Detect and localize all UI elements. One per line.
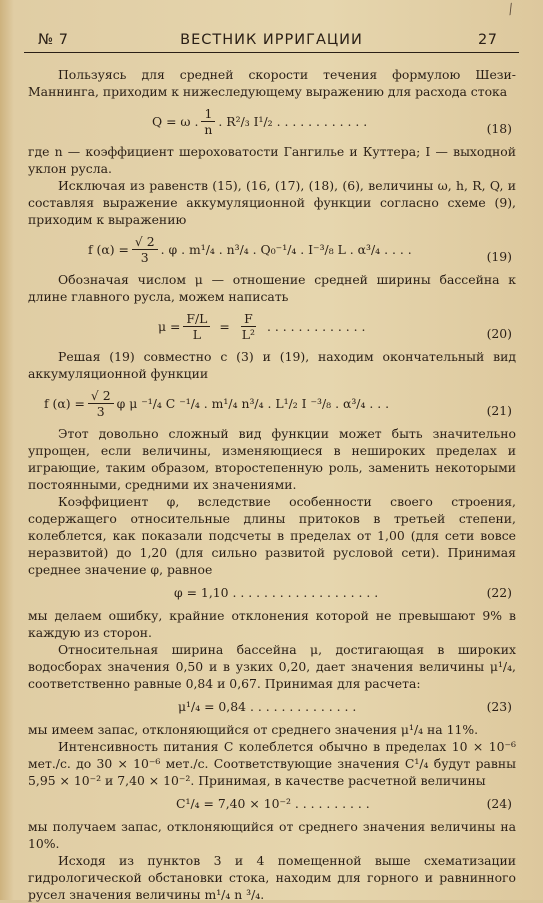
eq21-number: (21) [486,403,512,418]
paragraph: Решая (19) совместно с (3) и (19), находим окончательный вид аккумуляционной функции [28,349,516,381]
page-number: 27 [478,32,498,48]
eq20-numerator-1: F/L [183,311,210,327]
issue-number: № 7 [38,32,69,48]
eq19-rhs: . φ . m¹/₄ . n³/₄ . Q₀⁻¹/₄ . I⁻³/₈ L . α³/₄ . . . . [160,242,412,257]
paragraph: Относительная ширина бассейна μ, достигающая в широких водосборах значения 0,50 и в узких 0,20, дает значения величины μ¹/₄, соответственно равные 0,84 и 0,67. Принимая для расчета: [28,642,516,691]
eq19-denominator: 3 [140,250,149,265]
equation-19 [28,234,516,265]
pencil-mark-icon: ⁄ [506,2,516,18]
eq19-numerator: √ 2 [132,234,158,250]
eq24-number: (24) [486,796,512,811]
eq22-number: (22) [486,585,512,600]
eq20-number: (20) [486,326,512,341]
paragraph: где n — коэффициент шероховатости Гангилье и Куттера; I — выходной уклон русла. [28,144,516,176]
equation-20 [28,311,516,342]
eq20-equals: = [219,319,230,334]
eq19-lhs: f (α) = [88,242,129,257]
paragraph: мы делаем ошибку, крайние отклонения которой не превышают 9% в каждую из сторон. [28,608,516,640]
equation-22 [28,584,516,601]
eq21-lhs: f (α) = [44,396,85,411]
equation-21 [28,388,516,419]
paragraph: Исходя из пунктов 3 и 4 помещенной выше схематизации гидрологической обстановки стока, находим для горного и равнинного русел значения величины m¹/₄ n ³/₄. [28,853,516,902]
equation-18 [28,106,516,137]
paragraph: Коэффициент φ, вследствие особенности своего строения, содержащего относительные длины притоков в третьей степени, колеблется, как показали подсчеты в пределах от 1,00 (для сети вовсе неразвитой) до 1,20 (для сильно развитой русловой сети). Принимая среднее значение φ, равное [28,494,516,577]
paragraph: мы имеем запас, отклоняющийся от среднего значения μ¹/₄ на 11%. [28,722,479,737]
eq21-denominator: 3 [96,404,105,419]
eq18-rhs: . R²/₃ I¹/₂ . . . . . . . . . . . . [218,114,368,129]
paragraph: Обозначая числом μ — отношение средней ширины бассейна к длине главного русла, можем написать [28,272,516,304]
body-text [28,66,516,903]
running-header [0,28,543,52]
eq20-rhs: . . . . . . . . . . . . . [266,319,366,334]
eq23-body: μ¹/₄ = 0,84 . . . . . . . . . . . . . . [178,699,357,714]
eq22-body: φ = 1,10 . . . . . . . . . . . . . . . . . . . [174,585,379,600]
eq20-denominator-1: L [192,327,201,342]
equation-24 [28,795,516,812]
eq18-lhs: Q = ω . [152,114,199,129]
eq20-denominator-2: L² [241,327,255,342]
eq18-denominator: n [204,122,213,137]
eq19-number: (19) [486,249,512,264]
eq21-numerator: √ 2 [88,388,114,404]
eq18-number: (18) [486,121,512,136]
paragraph: Пользуясь для средней скорости течения формулою Шези-Маннинга, приходим к нижеследующему выражению для расхода стока [28,67,516,99]
paragraph: Интенсивность питания C колеблется обычно в пределах 10 × 10⁻⁶ мет./с. до 30 × 10⁻⁶ мет./с. Соответствующие значения C¹/₄ будут равны 5,95 × 10⁻² и 7,40 × 10⁻². Принимая, в качестве расчетной величины [28,739,516,788]
journal-title: ВЕСТНИК ИРРИГАЦИИ [180,32,363,48]
eq24-body: C¹/₄ = 7,40 × 10⁻² . . . . . . . . . . [176,796,370,811]
eq18-numerator: 1 [201,106,215,122]
paragraph: мы получаем запас, отклоняющийся от среднего значения величины на 10%. [28,819,516,851]
eq20-fraction-2 [239,311,258,342]
eq18-fraction [201,106,215,137]
eq21-rhs: φ μ ⁻¹/₄ C ⁻¹/₄ . m¹/₄ n³/₄ . L¹/₂ I ⁻³/₈ . α³/₄ . . . [116,396,390,411]
equation-23 [28,698,516,715]
eq20-numerator-2: F [241,311,256,327]
eq20-lhs: μ = [158,319,181,334]
header-rule [24,52,519,53]
paragraph: Исключая из равенств (15), (16, (17), (18), (6), величины ω, h, R, Q, и составляя выражение аккумуляционной функции согласно схеме (9), приходим к выражению [28,178,516,227]
eq21-fraction [88,388,114,419]
eq20-fraction-1 [183,311,210,342]
eq19-fraction [132,234,158,265]
eq23-number: (23) [486,699,512,714]
paragraph: Этот довольно сложный вид функции может быть значительно упрощен, если величины, изменяющиеся в нешироких пределах и играющие, таким образом, второстепенную роль, заменить некоторыми постоянными, средними их значениями. [28,426,516,492]
